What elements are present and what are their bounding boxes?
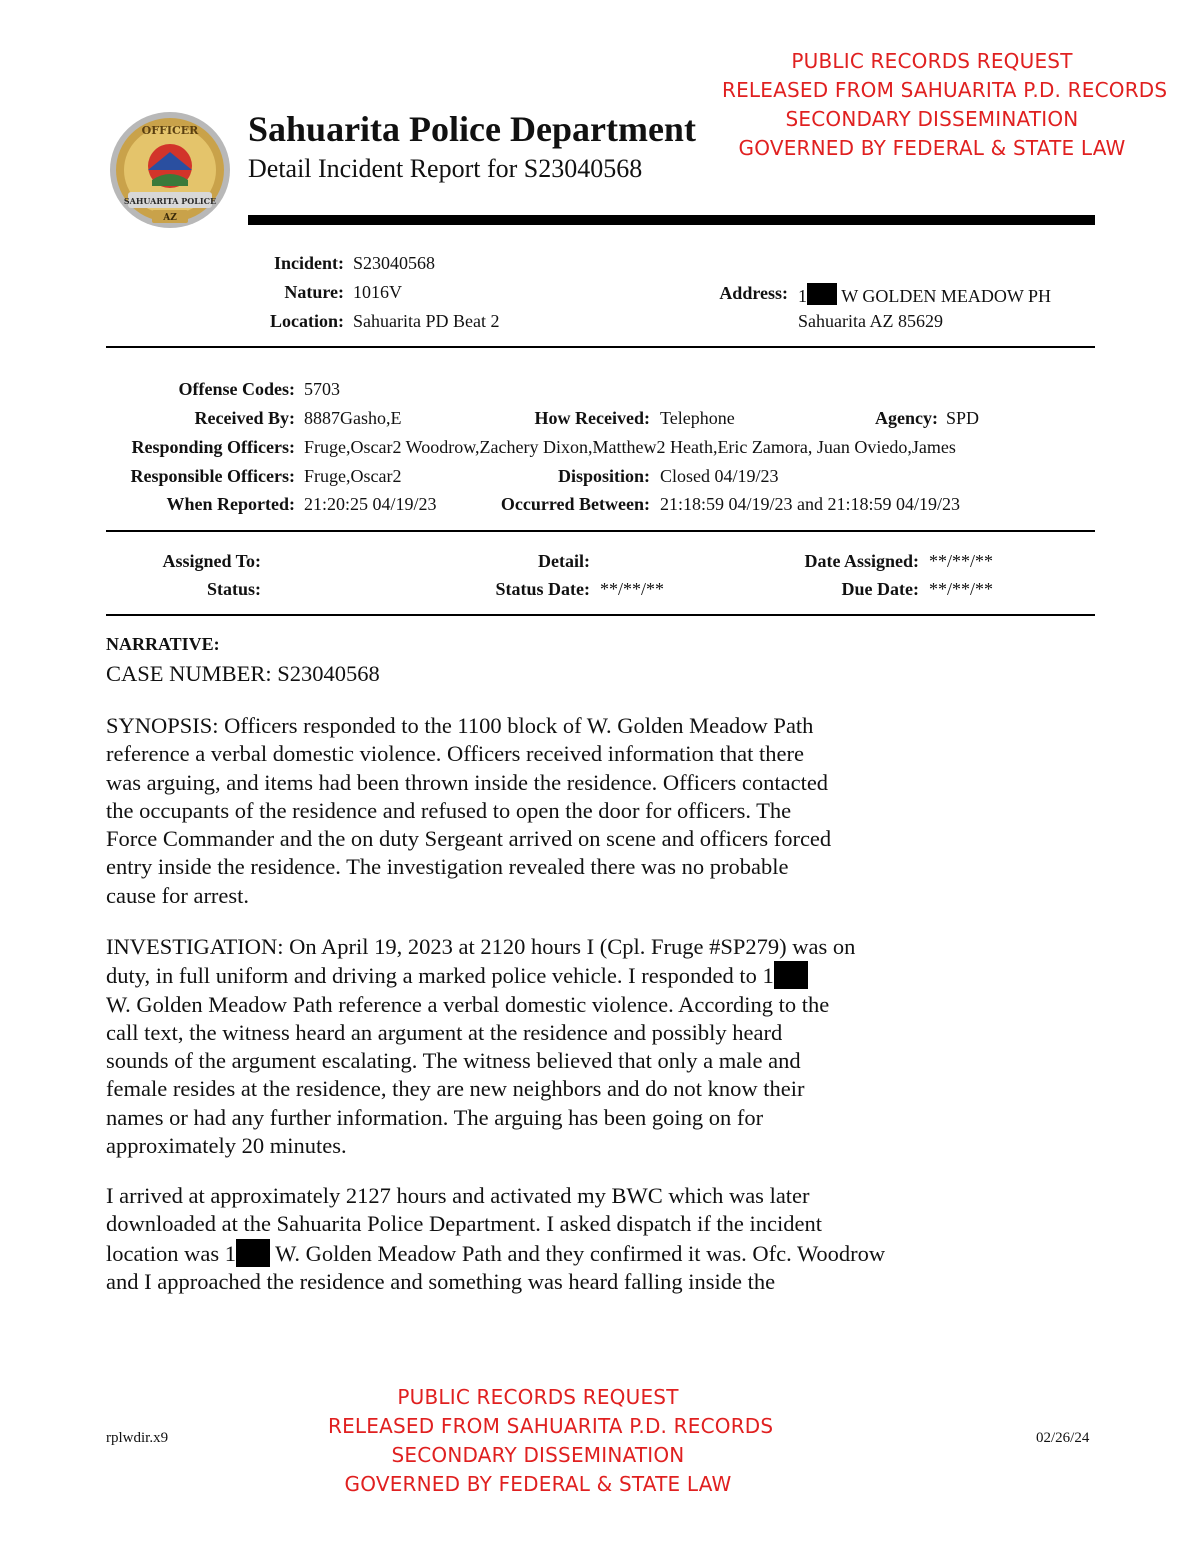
police-badge-logo [108, 110, 232, 230]
stamp-line: GOVERNED BY FEDERAL & STATE LAW [344, 1472, 732, 1496]
due-date-value: **/**/** [929, 579, 994, 599]
assigned-to-label: Assigned To: [162, 551, 261, 571]
synopsis-line: Force Commander and the on duty Sergeant arrived on scene and officers forced [106, 826, 832, 852]
location-label: Location: [270, 311, 344, 331]
stamp-line: RELEASED FROM SAHUARITA P.D. RECORDS [328, 1414, 774, 1438]
arrival-line [106, 1239, 936, 1268]
header-divider [248, 215, 1095, 225]
redaction-box [236, 1239, 270, 1267]
synopsis-line: was arguing, and items had been thrown inside the residence. Officers contacted [106, 769, 829, 795]
badge-top-text: OFFICER [141, 124, 199, 137]
status-date-value: **/**/** [600, 579, 665, 599]
occurred-between-label: Occurred Between: [500, 494, 650, 514]
investigation-line: sounds of the argument escalating. The witness believed that only a male and [106, 1048, 801, 1074]
redaction-box [774, 961, 808, 989]
redaction-box [807, 283, 837, 305]
synopsis-line: SYNOPSIS: Officers responded to the 1100 block of W. Golden Meadow Path [106, 713, 814, 738]
nature-label: Nature: [284, 282, 344, 302]
disposition-label: Disposition: [557, 466, 650, 486]
badge-bottom-text: AZ [163, 213, 177, 223]
status-label: Status: [206, 579, 261, 599]
responsible-officers-label: Responsible Officers: [130, 466, 295, 486]
address-prefix: 1 [798, 286, 807, 306]
arrival-line-text: W. Golden Meadow Path and they confirmed it was. Ofc. Woodrow [269, 1240, 886, 1266]
stamp-line: RELEASED FROM SAHUARITA P.D. RECORDS [722, 78, 1168, 102]
stamp-line: SECONDARY DISSEMINATION [391, 1443, 685, 1467]
investigation-line: approximately 20 minutes. [106, 1133, 347, 1159]
address-label: Address: [719, 283, 788, 303]
agency-label: Agency: [875, 408, 938, 428]
report-subtitle: Detail Incident Report for S23040568 [248, 154, 643, 183]
case-number: CASE NUMBER: S23040568 [106, 661, 380, 686]
arrival-line: downloaded at the Sahuarita Police Department. I asked dispatch if the incident [106, 1211, 823, 1237]
status-date-label: Status Date: [495, 579, 590, 599]
offense-codes-label: Offense Codes: [178, 379, 295, 399]
due-date-label: Due Date: [841, 579, 919, 599]
arrival-paragraph [106, 1182, 936, 1296]
location-value: Sahuarita PD Beat 2 [353, 311, 500, 331]
received-by-value: 8887Gasho,E [304, 408, 402, 428]
how-received-value: Telephone [660, 408, 735, 428]
synopsis-line: entry inside the residence. The investigation revealed there was no probable [106, 854, 789, 880]
investigation-line: call text, the witness heard an argument at the residence and possibly heard [106, 1019, 783, 1045]
synopsis-line: cause for arrest. [106, 882, 250, 908]
stamp-line: PUBLIC RECORDS REQUEST [397, 1385, 679, 1409]
section-divider [106, 346, 1095, 348]
address-value [798, 283, 1051, 307]
how-received-label: How Received: [534, 408, 650, 428]
investigation-line [106, 961, 936, 990]
incident-value: S23040568 [353, 253, 436, 273]
when-reported-label: When Reported: [166, 494, 295, 514]
date-assigned-value: **/**/** [929, 551, 994, 571]
responding-officers-value: Fruge,Oscar2 Woodrow,Zachery Dixon,Matthew2 Heath,Eric Zamora, Juan Oviedo,James [304, 437, 956, 457]
disposition-value: Closed 04/19/23 [660, 466, 779, 486]
footer-date: 02/26/24 [1036, 1430, 1090, 1446]
synopsis-paragraph [106, 712, 936, 910]
address-street: W GOLDEN MEADOW PH [841, 286, 1052, 306]
date-assigned-label: Date Assigned: [804, 551, 919, 571]
nature-value: 1016V [353, 282, 402, 302]
detail-label: Detail: [538, 551, 590, 571]
when-reported-value: 21:20:25 04/19/23 [304, 494, 437, 514]
records-stamp-top [722, 47, 1168, 163]
department-title: Sahuarita Police Department [248, 109, 696, 149]
investigation-line: INVESTIGATION: On April 19, 2023 at 2120 hours I (Cpl. Fruge #SP279) was on [106, 934, 856, 959]
investigation-line: names or had any further information. The arguing has been going on for [106, 1104, 764, 1130]
stamp-line: GOVERNED BY FEDERAL & STATE LAW [738, 136, 1126, 160]
section-divider [106, 614, 1095, 616]
occurred-between-value: 21:18:59 04/19/23 and 21:18:59 04/19/23 [660, 494, 960, 514]
received-by-label: Received By: [194, 408, 295, 428]
arrival-line-text: location was 1 [106, 1240, 236, 1266]
agency-value: SPD [946, 408, 980, 428]
investigation-paragraph [106, 933, 936, 1160]
investigation-line-text: duty, in full uniform and driving a marked police vehicle. I responded to 1 [106, 963, 774, 989]
stamp-line: PUBLIC RECORDS REQUEST [791, 49, 1073, 73]
incident-label: Incident: [273, 253, 344, 273]
narrative-heading: NARRATIVE: [106, 634, 220, 654]
offense-codes-value: 5703 [304, 379, 340, 399]
arrival-line: and I approached the residence and something was heard falling inside the [106, 1268, 776, 1294]
arrival-line: I arrived at approximately 2127 hours and activated my BWC which was later [106, 1183, 810, 1208]
address-city: Sahuarita AZ 85629 [798, 311, 943, 331]
responsible-officers-value: Fruge,Oscar2 [304, 466, 402, 486]
responding-officers-label: Responding Officers: [131, 437, 295, 457]
section-divider [106, 530, 1095, 532]
footer-form-id: rplwdir.x9 [106, 1430, 169, 1446]
investigation-line: female resides at the residence, they are new neighbors and do not know their [106, 1076, 805, 1102]
synopsis-line: reference a verbal domestic violence. Officers received information that there [106, 741, 804, 767]
synopsis-line: the occupants of the residence and refused to open the door for officers. The [106, 797, 792, 823]
investigation-line: W. Golden Meadow Path reference a verbal domestic violence. According to the [106, 991, 830, 1017]
records-stamp-bottom [328, 1383, 774, 1499]
stamp-line: SECONDARY DISSEMINATION [785, 107, 1079, 131]
badge-mid-text: SAHUARITA POLICE [123, 196, 217, 206]
